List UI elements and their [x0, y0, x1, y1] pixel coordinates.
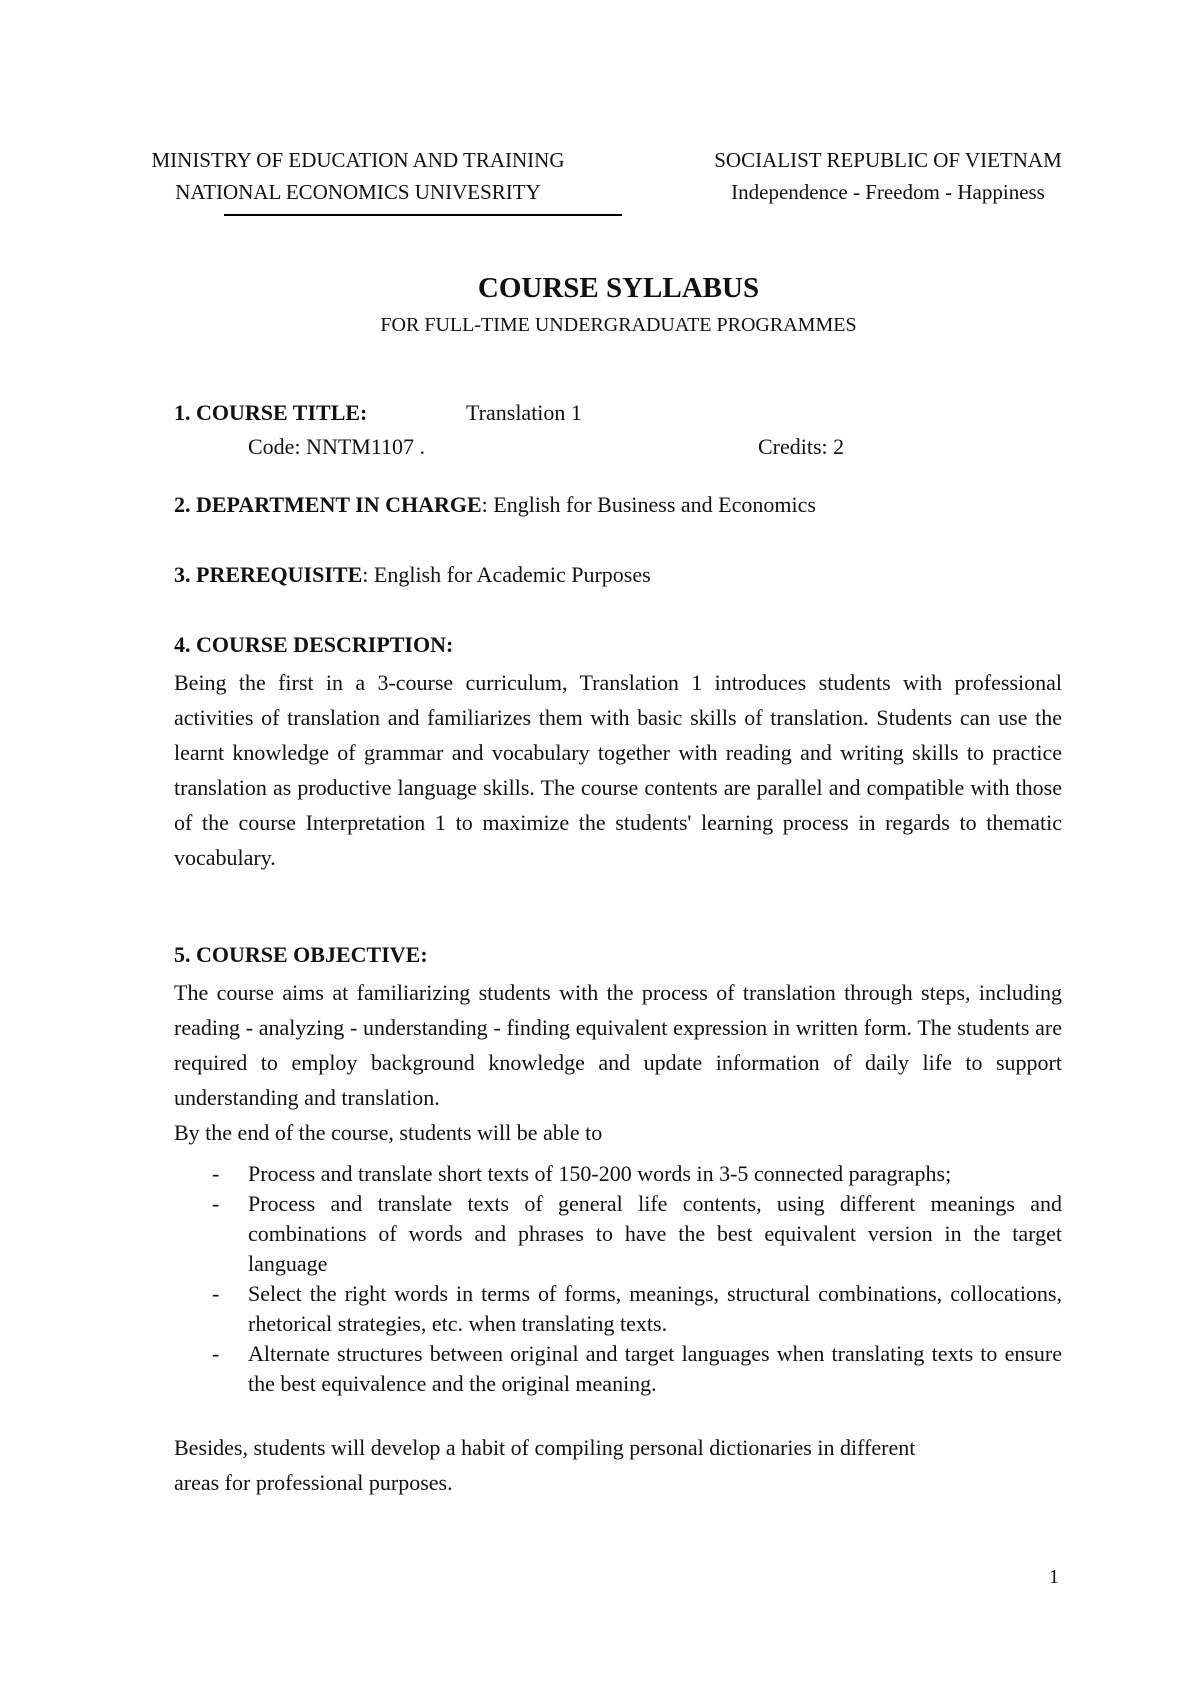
- course-code-line: [248, 434, 844, 460]
- objective-paragraph: The course aims at familiarizing students with the process of translation through steps, including reading - analyzing - understanding - finding equivalent expression in written form. The students are required to employ background knowledge and update information of daily life to support understanding and translation.: [174, 980, 1062, 1110]
- page-number: 1: [1049, 1566, 1059, 1588]
- list-item-text: Select the right words in terms of forms, meanings, structural combinations, collocations, rhetorical strategies, etc. when translating texts.: [248, 1281, 1062, 1336]
- prerequisite-value: : English for Academic Purposes: [362, 562, 651, 587]
- list-item-text: Process and translate short texts of 150-200 words in 3-5 connected paragraphs;: [248, 1161, 952, 1186]
- ministry-name: MINISTRY OF EDUCATION AND TRAINING: [151, 148, 565, 172]
- list-item: - Process and translate short texts of 150-200 words in 3-5 connected paragraphs;: [212, 1161, 952, 1186]
- header-right: [680, 144, 1096, 208]
- course-credits: Credits: 2: [758, 434, 845, 459]
- national-motto: Independence - Freedom - Happiness: [731, 180, 1045, 204]
- objective-intro: By the end of the course, students will be able to: [174, 1120, 603, 1145]
- department-line: [174, 492, 816, 518]
- objective-list: [174, 1159, 1062, 1399]
- page-subtitle: FOR FULL-TIME UNDERGRADUATE PROGRAMMES: [380, 314, 857, 336]
- course-code: Code: NNTM1107 .: [248, 434, 426, 459]
- description-heading-text: 4. COURSE DESCRIPTION:: [174, 632, 454, 657]
- prerequisite-label: 3. PREREQUISITE: [174, 562, 363, 587]
- objective-heading: [174, 942, 428, 968]
- list-item-text: Alternate structures between original and target languages when translating texts to ensure the best equivalence and the original meaning.: [248, 1341, 1062, 1396]
- course-title-line: [174, 400, 582, 426]
- course-title-label: 1. COURSE TITLE:: [174, 400, 368, 425]
- list-item-text: Process and translate texts of general life contents, using different meanings and combinations of words and phrases to have the best equivalent version in the target language: [248, 1191, 1062, 1276]
- objective-heading-text: 5. COURSE OBJECTIVE:: [174, 942, 428, 967]
- list-item: - Alternate structures between original and target languages when translating texts to ensure the best equivalence and the original meaning.: [212, 1341, 1062, 1396]
- header-left: [110, 144, 606, 208]
- closing-paragraph: Besides, students will develop a habit of compiling personal dictionaries in different areas for professional purposes.: [174, 1435, 916, 1495]
- course-title-value: Translation 1: [466, 400, 582, 425]
- page-title: COURSE SYLLABUS: [477, 272, 760, 304]
- list-item: - Process and translate texts of general life contents, using different meanings and combinations of words and phrases to have the best equivalent version in the target language: [212, 1191, 1062, 1276]
- country-name: SOCIALIST REPUBLIC OF VIETNAM: [714, 148, 1062, 172]
- prerequisite-line: [174, 562, 651, 588]
- department-value: : English for Business and Economics: [481, 492, 816, 517]
- list-item: - Select the right words in terms of forms, meanings, structural combinations, collocations, rhetorical strategies, etc. when translating texts.: [212, 1281, 1062, 1336]
- description-heading: [174, 632, 453, 658]
- description-paragraph: Being the first in a 3-course curriculum, Translation 1 introduces students with professional activities of translation and familiarizes them with basic skills of translation. Students can use the learnt knowledge of grammar and vocabulary together with reading and writing skills to practice translation as productive language skills. The course contents are parallel and compatible with those of the course Interpretation 1 to maximize the students' learning process in regards to thematic vocabulary.: [174, 670, 1062, 870]
- header-underline: [224, 214, 622, 216]
- university-name: NATIONAL ECONOMICS UNIVESRITY: [175, 180, 541, 204]
- department-label: 2. DEPARTMENT IN CHARGE: [174, 492, 482, 517]
